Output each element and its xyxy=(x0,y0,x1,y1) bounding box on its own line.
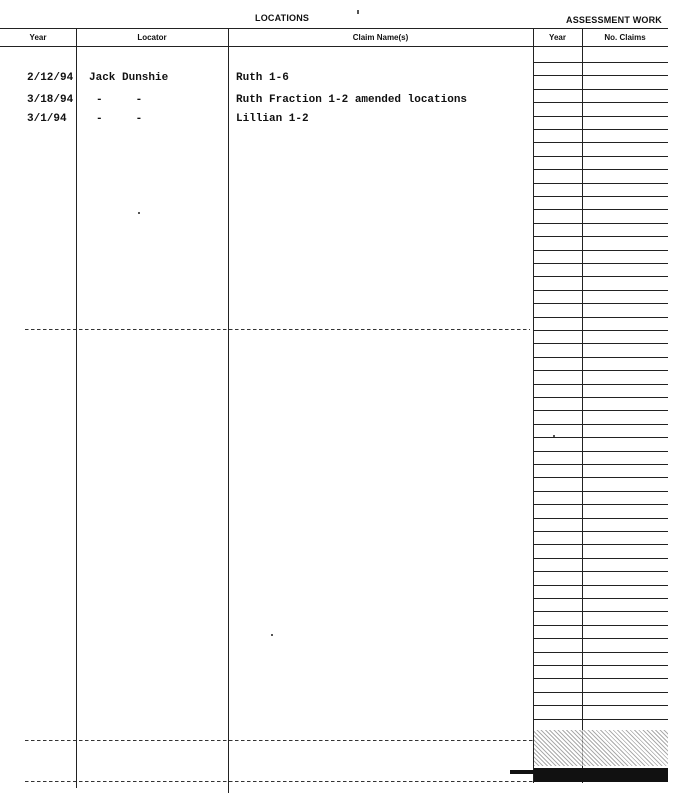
assessment-grid-rule xyxy=(533,209,668,210)
assessment-grid-rule xyxy=(533,357,668,358)
assessment-grid-rule xyxy=(533,491,668,492)
header-rule xyxy=(0,46,668,47)
assessment-grid-rule xyxy=(533,598,668,599)
assessment-grid-rule xyxy=(533,705,668,706)
locations-title: LOCATIONS xyxy=(255,13,310,23)
assessment-grid-rule xyxy=(533,424,668,425)
top-rule xyxy=(0,28,668,29)
assessment-year-column-header: Year xyxy=(549,33,566,42)
assessment-grid-rule xyxy=(533,370,668,371)
assessment-grid-rule xyxy=(533,102,668,103)
assessment-claims-column-header: No. Claims xyxy=(604,33,646,42)
assessment-grid-rule xyxy=(533,303,668,304)
entry-locator: Jack Dunshie xyxy=(89,72,169,84)
scan-smudge xyxy=(510,770,534,774)
assessment-grid-rule xyxy=(533,585,668,586)
scan-dashed-line xyxy=(25,329,530,330)
scan-speck xyxy=(553,435,555,437)
assessment-grid-rule xyxy=(533,638,668,639)
entry-year: 3/1/94 xyxy=(27,113,67,125)
assessment-grid-rule xyxy=(533,236,668,237)
entry-claim: Lillian 1-2 xyxy=(236,113,309,125)
assessment-grid-rule xyxy=(533,625,668,626)
assessment-grid-rule xyxy=(533,89,668,90)
assessment-grid-rule xyxy=(533,263,668,264)
assessment-grid-rule xyxy=(533,116,668,117)
assessment-grid-rule xyxy=(533,250,668,251)
assessment-grid-rule xyxy=(533,276,668,277)
assessment-grid-rule xyxy=(533,384,668,385)
scan-speck xyxy=(271,634,273,636)
assessment-grid-rule xyxy=(533,62,668,63)
scan-speck xyxy=(138,212,140,214)
claim-names-column-header: Claim Name(s) xyxy=(352,33,409,42)
assessment-work-title: ASSESSMENT WORK xyxy=(566,15,663,25)
assessment-grid-rule xyxy=(533,477,668,478)
assessment-grid-rule xyxy=(533,437,668,438)
locator-claims-divider xyxy=(228,28,229,793)
assessment-grid-rule xyxy=(533,169,668,170)
entry-claim: Ruth Fraction 1-2 amended locations xyxy=(236,94,468,106)
assessment-grid-rule xyxy=(533,665,668,666)
entry-locator: - - xyxy=(96,113,143,125)
assessment-grid-rule xyxy=(533,652,668,653)
entry-year: 3/18/94 xyxy=(27,94,74,106)
assessment-grid-rule xyxy=(533,183,668,184)
locator-column-header: Locator xyxy=(137,33,167,42)
assessment-grid-rule xyxy=(533,544,668,545)
assessment-grid-rule xyxy=(533,142,668,143)
assessment-grid-rule xyxy=(533,464,668,465)
scan-dark-band xyxy=(534,768,668,782)
scan-dashed-line xyxy=(25,740,535,741)
assessment-grid-rule xyxy=(533,451,668,452)
assessment-grid-rule xyxy=(533,196,668,197)
scan-noise xyxy=(534,730,668,766)
assessment-grid-rule xyxy=(533,531,668,532)
year-locator-divider xyxy=(76,28,77,788)
assessment-grid-rule xyxy=(533,410,668,411)
assessment-grid-rule xyxy=(533,290,668,291)
entry-year: 2/12/94 xyxy=(27,72,74,84)
assessment-grid-rule xyxy=(533,223,668,224)
assessment-grid-rule xyxy=(533,558,668,559)
scan-dashed-line xyxy=(25,781,535,782)
assessment-grid-rule xyxy=(533,611,668,612)
assessment-grid-rule xyxy=(533,678,668,679)
assessment-grid-rule xyxy=(533,330,668,331)
assessment-grid-rule xyxy=(533,719,668,720)
assessment-grid-rule xyxy=(533,343,668,344)
assessment-grid-rule xyxy=(533,75,668,76)
entry-locator: - - xyxy=(96,94,143,106)
assessment-grid-rule xyxy=(533,504,668,505)
assessment-grid-rule xyxy=(533,317,668,318)
assessment-grid-rule xyxy=(533,518,668,519)
scan-speck xyxy=(357,10,359,14)
assessment-grid-rule xyxy=(533,129,668,130)
entry-claim: Ruth 1-6 xyxy=(236,72,289,84)
year-column-header: Year xyxy=(29,33,47,42)
assessment-grid-rule xyxy=(533,692,668,693)
assessment-grid-rule xyxy=(533,397,668,398)
assessment-grid-rule xyxy=(533,571,668,572)
assessment-grid-rule xyxy=(533,156,668,157)
